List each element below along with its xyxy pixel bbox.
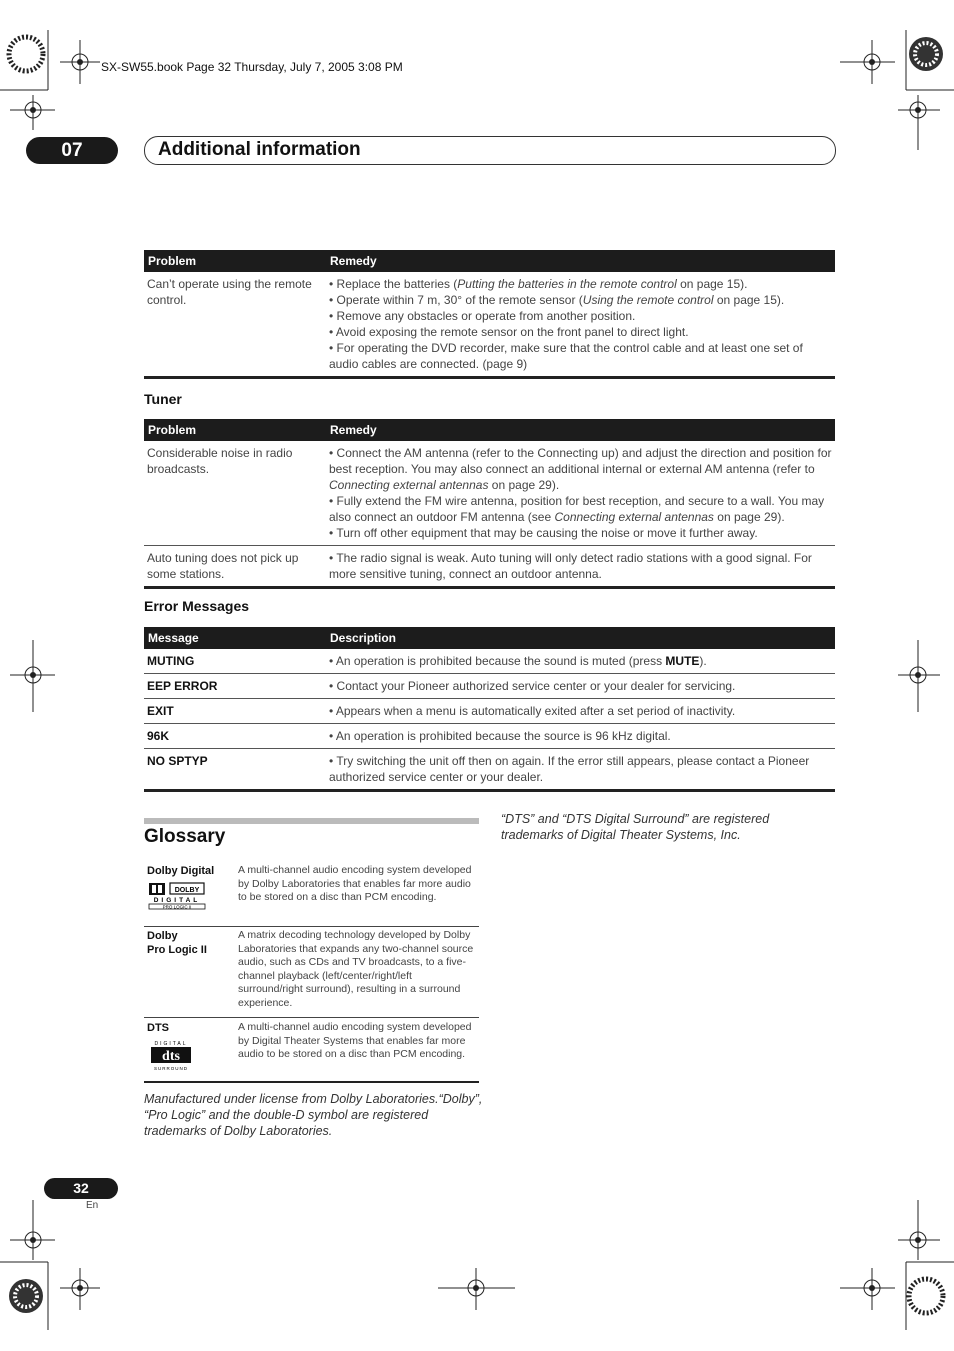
table-header-row [144, 419, 835, 441]
svg-text:DIGITAL: DIGITAL [153, 897, 201, 904]
chapter-number: 07 [26, 137, 118, 164]
description-cell [326, 649, 835, 674]
problem-cell: Auto tuning does not pick up some stations. [144, 546, 326, 588]
table-row [144, 272, 835, 378]
glossary-entry-dts [144, 1017, 479, 1083]
column-header-message: Message [144, 627, 326, 649]
mute-button-ref: MUTE [665, 654, 700, 668]
problem-cell: Considerable noise in radio broadcasts. [144, 441, 326, 546]
glossary-term: DTS [147, 1022, 169, 1034]
page-number: 32 [44, 1178, 118, 1199]
glossary-definition: A multi-channel audio encoding system developed by Dolby Laboratories that enables far more audio to be stored on a disc than PCM encoding. [238, 864, 472, 903]
dts-logo-icon [148, 1039, 194, 1071]
glossary-term: Dolby [147, 930, 178, 942]
table-row [144, 724, 835, 749]
dts-trademark-note: “DTS” and “DTS Digital Surround” are registered trademarks of Digital Theater Systems, Inc. [501, 812, 770, 842]
message-cell: MUTING [144, 649, 326, 674]
glossary-entry-dolby-pro-logic [144, 926, 479, 1018]
dts-logo [148, 1039, 194, 1071]
tuner-troubleshooting-table [144, 419, 835, 589]
remedy-line [329, 276, 832, 292]
table-header-row [144, 627, 835, 649]
remedy-line: • Remove any obstacles or operate from another position. [329, 309, 636, 323]
table-header-row [144, 250, 835, 272]
description-cell: • Try switching the unit off then on again. If the error still appears, please contact a Pioneer authorized service center or your dealer. [326, 749, 835, 791]
glossary-term: Pro Logic II [147, 944, 207, 956]
remedy-cell [326, 272, 835, 378]
message-cell: EEP ERROR [144, 674, 326, 699]
remedy-line [329, 493, 832, 525]
table-row [144, 546, 835, 588]
remedy-text: on page 15). [713, 293, 785, 307]
table-row [144, 674, 835, 699]
page-language: En [86, 1200, 99, 1211]
description-cell: • Appears when a menu is automatically exited after a set period of inactivity. [326, 699, 835, 724]
remedy-text: • Fully extend the FM wire antenna, position for best reception, and secure to a wall. You may also connect an outdoor FM antenna (see [329, 494, 825, 524]
svg-text:DOLBY: DOLBY [174, 887, 200, 894]
section-heading-tuner: Tuner [144, 391, 182, 407]
chapter-title: Additional information [158, 139, 361, 160]
problem-cell: Can’t operate using the remote control. [144, 272, 326, 378]
table-row [144, 441, 835, 546]
remedy-cell: • The radio signal is weak. Auto tuning will only detect radio stations with a good signal. For more sensitive tuning, connect an outdoor antenna. [326, 546, 835, 588]
error-messages-table [144, 627, 835, 792]
svg-text:dts: dts [162, 1049, 180, 1064]
dolby-digital-logo [148, 882, 206, 910]
remedy-line [329, 292, 832, 308]
dolby-digital-logo-icon [148, 882, 206, 910]
remedy-ref: Using the remote control [582, 293, 714, 307]
remedy-text: on page 29). [488, 478, 560, 492]
remedy-line: • For operating the DVD recorder, make sure that the control cable and at least one set of audio cables are connected. (page 9) [329, 341, 803, 371]
description-cell: • Contact your Pioneer authorized service center or your dealer for servicing. [326, 674, 835, 699]
glossary-term: Dolby Digital [147, 865, 215, 877]
column-header-remedy: Remedy [326, 250, 835, 272]
remedy-line [329, 445, 832, 493]
remedy-cell [326, 441, 835, 546]
remedy-line: • Turn off other equipment that may be causing the noise or move it further away. [329, 526, 758, 540]
remedy-text: on page 15). [676, 277, 748, 291]
section-heading-error-messages: Error Messages [144, 598, 250, 614]
table-row [144, 649, 835, 674]
book-file-info: SX-SW55.book Page 32 Thursday, July 7, 2005 3:08 PM [101, 60, 403, 74]
section-divider-bar [144, 818, 479, 824]
remedy-text: • Replace the batteries ( [329, 277, 458, 291]
message-cell: EXIT [144, 699, 326, 724]
remedy-line: • Avoid exposing the remote sensor on the front panel to direct light. [329, 325, 689, 339]
remedy-text: • Operate within 7 m, 30° of the remote sensor ( [329, 293, 583, 307]
column-header-problem: Problem [144, 419, 326, 441]
column-header-problem: Problem [144, 250, 326, 272]
remedy-ref: Connecting external antennas [554, 510, 714, 524]
table-row [144, 699, 835, 724]
svg-text:DIGITAL: DIGITAL [154, 1041, 188, 1047]
column-header-remedy: Remedy [326, 419, 835, 441]
remote-troubleshooting-table [144, 250, 835, 379]
message-cell: NO SPTYP [144, 749, 326, 791]
glossary-title: Glossary [144, 826, 226, 847]
column-header-description: Description [326, 627, 835, 649]
description-text: ). [699, 654, 707, 668]
remedy-ref: Connecting external antennas [329, 478, 489, 492]
remedy-ref: Putting the batteries in the remote control [457, 277, 677, 291]
svg-text:SURROUND: SURROUND [153, 1066, 189, 1071]
description-cell: • An operation is prohibited because the source is 96 kHz digital. [326, 724, 835, 749]
description-text: • An operation is prohibited because the sound is muted (press [329, 654, 666, 668]
remedy-text: • Connect the AM antenna (refer to the Connecting up) and adjust the direction and position for best reception. You may also connect an additional internal or external AM antenna (refer to [329, 446, 832, 476]
glossary-entry-dolby-digital [144, 862, 479, 927]
glossary-definition: A multi-channel audio encoding system developed by Digital Theater Systems that enables far more audio to be stored on a disc than PCM encoding. [238, 1021, 472, 1060]
glossary-definition: A matrix decoding technology developed by Dolby Laboratories that expands any two-channel source audio, such as CDs and TV broadcasts, to a five-channel playback (left/center/right/left surround/right surround), resulting in a surround experience. [238, 929, 474, 1009]
dolby-license-note: Manufactured under license from Dolby Laboratories.“Dolby”, “Pro Logic” and the double-D symbol are registered trademarks of Dolby Laboratories. [144, 1092, 483, 1138]
remedy-text: on page 29). [713, 510, 785, 524]
message-cell: 96K [144, 724, 326, 749]
table-row [144, 749, 835, 791]
svg-text:PRO LOGIC II: PRO LOGIC II [162, 904, 192, 910]
